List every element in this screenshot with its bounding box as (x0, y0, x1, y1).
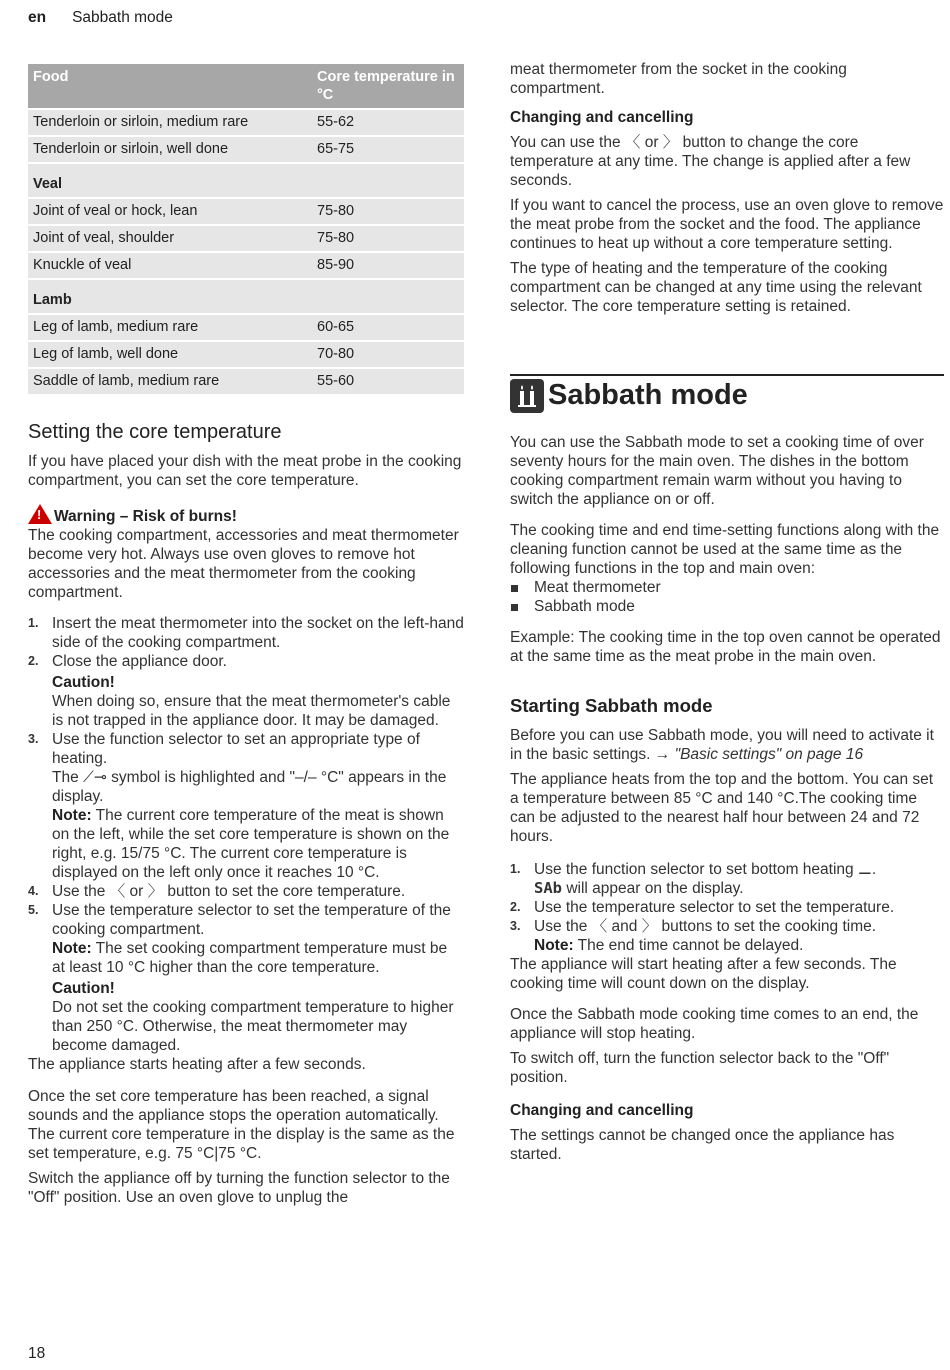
page-header (28, 8, 173, 27)
starting-steps (510, 860, 944, 955)
table-cell: 75-80 (312, 198, 464, 225)
step-text: Insert the meat thermometer into the socket on the left-hand side of the cooking compartment. (52, 615, 464, 651)
table-group-row (28, 279, 464, 314)
table-group-label: Lamb (28, 279, 312, 314)
warning-text: The cooking compartment, accessories and meat thermometer become very hot. Always use oven gloves to remove hot accessories and the meat thermometer from the cooking compartment. (28, 527, 459, 601)
starting-paragraph-3: The appliance will start heating after a few seconds. The cooking time will count down on the display. (510, 956, 897, 992)
list-item: Meat thermometer (510, 578, 944, 597)
warning-title-line (28, 504, 464, 526)
core-temp-intro: If you have placed your dish with the meat probe in the cooking compartment, you can set the core temperature. (28, 453, 462, 489)
continued-text: meat thermometer from the socket in the cooking compartment. (510, 61, 847, 97)
starting-paragraph-4: Once the Sabbath mode cooking time comes to an end, the appliance will stop heating. (510, 1006, 919, 1042)
table-row (28, 314, 464, 341)
sabbath-paragraph-2: The cooking time and end time-setting functions along with the cleaning function cannot be used at the same time as the following functions in the top and main oven: (510, 522, 940, 577)
sabbath-changing-text: The settings cannot be changed once the appliance has started. (510, 1127, 895, 1163)
note-text: The set cooking compartment temperature must be at least 10 °C higher than the core temperature. (52, 940, 448, 976)
table-header-temp: Core temperature in °C (312, 64, 464, 109)
table-cell (312, 163, 464, 198)
note-text: The current core temperature of the meat is shown on the left, while the set core temperature is shown on the right, e.g. 15/75 °C. The current core temperature is displayed on the left only once it reaches 10 °C. (52, 807, 450, 881)
table-row (28, 136, 464, 163)
table-cell: 65-75 (312, 136, 464, 163)
table-cell: Saddle of lamb, medium rare (28, 368, 312, 394)
table-cell: Tenderloin or sirloin, medium rare (28, 109, 312, 136)
step-text: Close the appliance door. (52, 653, 227, 670)
display-sab-symbol: SAb (534, 879, 562, 897)
table-row (28, 198, 464, 225)
table-cell: 85-90 (312, 252, 464, 279)
list-item: 1. Use the function selector to set bottom heating ⚊. SAb will appear on the display. (510, 861, 877, 897)
step-text: Use the function selector to set an appropriate type of heating. (52, 731, 420, 767)
table-header-row (28, 64, 464, 109)
core-temp-paragraph-2: Once the set core temperature has been reached, a signal sounds and the appliance stops the operation automatically. The current core temperature in the display is the same as the set temperature, e.g. 75 °C|75 °C. (28, 1088, 455, 1162)
starting-paragraph-2: The appliance heats from the top and the bottom. You can set a temperature between 85 °C and 140 °C.The cooking time can be adjusted to the nearest half hour between 24 and 72 hours. (510, 771, 934, 845)
table-cell: Leg of lamb, well done (28, 341, 312, 368)
core-temp-steps (28, 614, 464, 1055)
note-label: Note: (52, 807, 92, 824)
right-column (510, 60, 944, 1170)
table-cell: 55-62 (312, 109, 464, 136)
list-item: Sabbath mode (510, 597, 944, 616)
language-code: en (28, 9, 47, 26)
list-item: 3. Use the function selector to set an appropriate type of heating. The ⟋⊸ symbol is highlighted and "–/– °C" appears in the display. Note: The current core temperature of the meat is shown on the left, while the set core temperature is shown on the right, e.g. 15/75 °C. The current core temperature is displayed on the left only once it reaches 10 °C. (28, 730, 464, 882)
step-text: Use the 〈 or 〉 button to set the core temperature. (52, 883, 406, 900)
note-label: Note: (534, 937, 574, 954)
table-cell: 60-65 (312, 314, 464, 341)
sabbath-candles-icon (510, 379, 544, 413)
changing-paragraph-2: If you want to cancel the process, use an oven glove to remove the meat probe from the socket and the food. The appliance continues to heat up without a core temperature setting. (510, 197, 944, 252)
list-item: 4. Use the 〈 or 〉 button to set the core temperature. (28, 883, 406, 900)
left-column (28, 64, 464, 1213)
step-text: Use the temperature selector to set the temperature. (534, 899, 895, 916)
table-cell: Joint of veal, shoulder (28, 225, 312, 252)
list-item: 5. Use the temperature selector to set the temperature of the cooking compartment. Note: The set cooking compartment temperature must be at least 10 °C higher than the core temperature. Caution! Do not set the cooking compartment temperature to higher than 250 °C. Otherwise, the meat thermometer may become damaged. (28, 901, 464, 1055)
basic-settings-link[interactable]: "Basic settings" on page 16 (674, 746, 864, 763)
starting-text: Before you can use Sabbath mode, you will need to activate it in the basic settings. → (510, 727, 934, 763)
warning-icon (28, 504, 52, 524)
changing-paragraph-1: You can use the 〈 or 〉 button to change the core temperature at any time. The change is applied after a few seconds. (510, 134, 911, 189)
sabbath-heading: Sabbath mode (548, 378, 748, 411)
caution-label: Caution! (52, 980, 115, 997)
table-row (28, 252, 464, 279)
list-item: 2. Use the temperature selector to set the temperature. (510, 899, 895, 916)
table-row (28, 109, 464, 136)
caution-label: Caution! (52, 674, 115, 691)
table-cell: Leg of lamb, medium rare (28, 314, 312, 341)
list-item: 1. Insert the meat thermometer into the socket on the left-hand side of the cooking compartment. (28, 615, 464, 651)
table-row (28, 368, 464, 394)
sabbath-example: Example: The cooking time in the top oven cannot be operated at the same time as the meat probe in the main oven. (510, 629, 941, 665)
core-temperature-table (28, 64, 464, 394)
list-item: 3. Use the 〈 and 〉 buttons to set the cooking time. Note: The end time cannot be delayed. (510, 918, 877, 954)
table-cell: Knuckle of veal (28, 252, 312, 279)
section-name: Sabbath mode (72, 9, 173, 26)
table-group-label: Veal (28, 163, 312, 198)
table-cell (312, 279, 464, 314)
sabbath-bullets (510, 578, 944, 616)
note-text: The end time cannot be delayed. (577, 937, 804, 954)
table-header-food: Food (28, 64, 312, 109)
after-steps-text: The appliance starts heating after a few seconds. (28, 1056, 366, 1073)
caution-text: When doing so, ensure that the meat thermometer's cable is not trapped in the appliance door. It may be damaged. (52, 693, 451, 729)
warning-title: Warning – Risk of burns! (54, 508, 237, 525)
table-group-row (28, 163, 464, 198)
list-item: 2. Close the appliance door. Caution! When doing so, ensure that the meat thermometer's cable is not trapped in the appliance door. It may be damaged. (28, 652, 464, 730)
step-text: Use the function selector to set bottom heating ⚊. (534, 861, 877, 878)
changing-paragraph-3: The type of heating and the temperature of the cooking compartment can be changed at any time using the relevant selector. The core temperature setting is retained. (510, 260, 922, 315)
table-cell: 75-80 (312, 225, 464, 252)
table-cell: 55-60 (312, 368, 464, 394)
table-row (28, 225, 464, 252)
changing-cancelling-heading: Changing and cancelling (510, 109, 694, 126)
starting-paragraph-1 (510, 726, 944, 764)
step-detail: will appear on the display. (566, 880, 744, 897)
core-temp-heading: Setting the core temperature (28, 421, 282, 443)
sabbath-title-bar (510, 374, 944, 413)
note-label: Note: (52, 940, 92, 957)
starting-paragraph-5: To switch off, turn the function selector back to the "Off" position. (510, 1050, 890, 1086)
table-row (28, 341, 464, 368)
core-temp-paragraph-3: Switch the appliance off by turning the function selector to the "Off" position. Use an oven glove to unplug the (28, 1170, 450, 1206)
caution-text: Do not set the cooking compartment temperature to higher than 250 °C. Otherwise, the meat thermometer may become damaged. (52, 999, 454, 1054)
sabbath-changing-heading: Changing and cancelling (510, 1102, 694, 1119)
table-cell: 70-80 (312, 341, 464, 368)
step-text: Use the 〈 and 〉 buttons to set the cooking time. (534, 918, 877, 935)
table-cell: Joint of veal or hock, lean (28, 198, 312, 225)
sabbath-paragraph-1: You can use the Sabbath mode to set a cooking time of over seventy hours for the main oven. The dishes in the bottom cooking compartment remain warm without you having to switch the appliance on or off. (510, 434, 924, 508)
table-cell: Tenderloin or sirloin, well done (28, 136, 312, 163)
page-number: 18 (28, 1345, 46, 1362)
step-detail: The ⟋⊸ symbol is highlighted and "–/– °C" appears in the display. (52, 769, 447, 805)
step-text: Use the temperature selector to set the temperature of the cooking compartment. (52, 902, 451, 938)
starting-sabbath-heading: Starting Sabbath mode (510, 695, 713, 716)
